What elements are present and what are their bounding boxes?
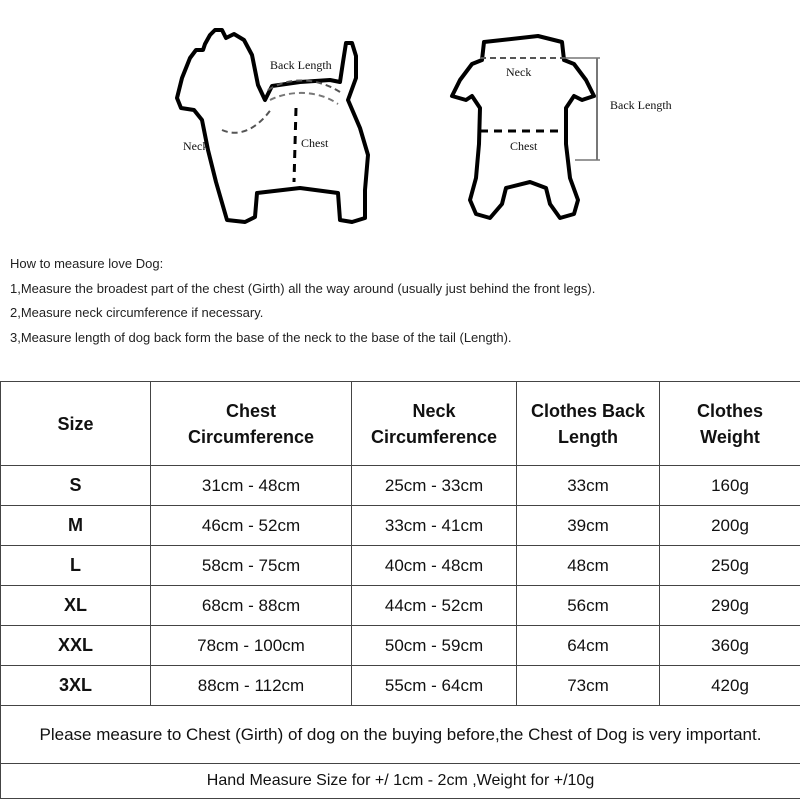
chest-cell: 31cm - 48cm: [151, 466, 352, 506]
label-neck: Neck: [183, 139, 209, 153]
dog-outlines: [0, 0, 800, 245]
header-neck-circumference: Neck Circumference: [352, 382, 517, 466]
weight-cell: 360g: [660, 626, 800, 666]
header-clothes-weight: Clothes Weight: [660, 382, 800, 466]
table-header-row: [1, 382, 800, 466]
table-footer-row: [1, 764, 800, 799]
measure-instructions: [10, 255, 790, 353]
table-row: [1, 586, 800, 626]
size-chart-table: [0, 381, 800, 799]
neck-cell: 33cm - 41cm: [352, 506, 517, 546]
instruction-step: 1,Measure the broadest part of the chest (Girth) all the way around (usually just behind the front legs).: [10, 280, 596, 296]
size-cell: L: [1, 546, 151, 586]
header-chest-circumference: Chest Circumference: [151, 382, 352, 466]
chest-cell: 68cm - 88cm: [151, 586, 352, 626]
measurement-diagram: [0, 0, 800, 245]
table-note-row: [1, 706, 800, 764]
neck-cell: 25cm - 33cm: [352, 466, 517, 506]
size-cell: S: [1, 466, 151, 506]
instructions-heading: How to measure love Dog:: [10, 256, 164, 271]
chest-cell: 58cm - 75cm: [151, 546, 352, 586]
table-row: [1, 466, 800, 506]
table-row: [1, 626, 800, 666]
table-row: [1, 546, 800, 586]
chest-cell: 78cm - 100cm: [151, 626, 352, 666]
weight-cell: 160g: [660, 466, 800, 506]
dog-front-outline: [452, 36, 594, 218]
back-length-cell: 64cm: [517, 626, 660, 666]
back-length-cell: 39cm: [517, 506, 660, 546]
size-cell: M: [1, 506, 151, 546]
size-cell: 3XL: [1, 666, 151, 706]
neck-line: [222, 108, 272, 133]
label-back-length: Back Length: [270, 58, 332, 72]
label-neck-front: Neck: [506, 65, 532, 79]
label-back-length-front: Back Length: [610, 98, 672, 112]
table-row: [1, 666, 800, 706]
label-chest: Chest: [301, 136, 329, 150]
weight-cell: 420g: [660, 666, 800, 706]
neck-cell: 40cm - 48cm: [352, 546, 517, 586]
back-length-line-lower: [270, 93, 338, 104]
chest-importance-note: Please measure to Chest (Girth) of dog on the buying before,the Chest of Dog is very important.: [1, 706, 800, 764]
table-row: [1, 506, 800, 546]
header-size: Size: [1, 382, 151, 466]
back-length-cell: 73cm: [517, 666, 660, 706]
weight-cell: 200g: [660, 506, 800, 546]
header-clothes-back-length: Clothes Back Length: [517, 382, 660, 466]
weight-cell: 250g: [660, 546, 800, 586]
size-cell: XL: [1, 586, 151, 626]
chest-cell: 46cm - 52cm: [151, 506, 352, 546]
measure-tolerance-note: Hand Measure Size for +/ 1cm - 2cm ,Weight for +/10g: [1, 764, 800, 799]
instruction-step: 2,Measure neck circumference if necessary.: [10, 305, 264, 320]
size-cell: XXL: [1, 626, 151, 666]
weight-cell: 290g: [660, 586, 800, 626]
back-length-cell: 33cm: [517, 466, 660, 506]
neck-cell: 55cm - 64cm: [352, 666, 517, 706]
back-length-cell: 48cm: [517, 546, 660, 586]
chest-line: [294, 108, 296, 182]
chest-cell: 88cm - 112cm: [151, 666, 352, 706]
label-chest-front: Chest: [510, 139, 538, 153]
instruction-step: 3,Measure length of dog back form the base of the neck to the base of the tail (Length).: [10, 329, 512, 345]
neck-cell: 44cm - 52cm: [352, 586, 517, 626]
back-length-cell: 56cm: [517, 586, 660, 626]
neck-cell: 50cm - 59cm: [352, 626, 517, 666]
